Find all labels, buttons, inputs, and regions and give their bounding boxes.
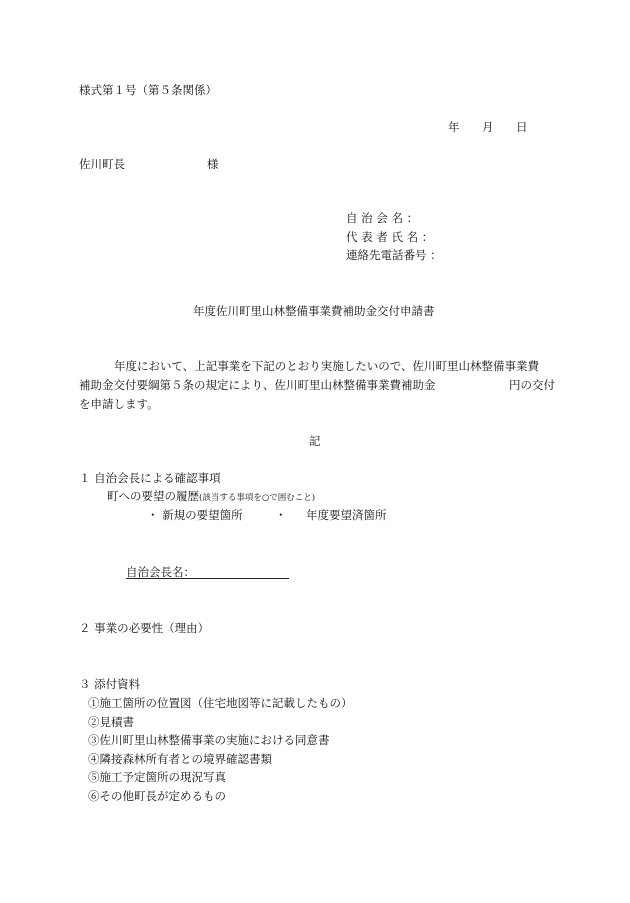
document-title: 年度佐川町里山林整備事業費補助金交付申請書 xyxy=(193,304,435,318)
section-1-heading: １ 自治会長による確認事項 xyxy=(79,471,221,485)
chief-name-underline xyxy=(126,578,289,579)
request-history-label xyxy=(107,489,315,505)
section-3-heading: ３ 添付資料 xyxy=(79,677,141,691)
attachment-item: ④隣接森林所有者との境界確認書類 xyxy=(88,752,272,766)
section-2-heading: ２ 事業の必要性（理由） xyxy=(79,621,210,635)
date-month-label: 月 xyxy=(482,120,494,134)
representative-name-label: 代 表 者 氏 名 ： xyxy=(346,230,434,244)
request-history-note: (該当する事項を○で囲むこと) xyxy=(199,493,316,503)
contact-phone-label: 連絡先電話番号 ： xyxy=(346,248,442,262)
request-history-text: 町への要望の履歴 xyxy=(107,489,199,503)
attachment-item: ②見積書 xyxy=(88,715,134,729)
body-line-2-tail: 円の交付 xyxy=(509,378,555,392)
option-bullet: ・ xyxy=(275,508,287,522)
body-line-2: 補助金交付要綱第５条の規定により、佐川町里山林整備事業費補助金 xyxy=(79,378,436,392)
option-new-request: ・ 新規の要望箇所 xyxy=(147,508,243,522)
date-year-label: 年 xyxy=(448,120,460,134)
addressee-honorific: 様 xyxy=(207,157,219,171)
addressee-name: 佐川町長 xyxy=(79,157,125,171)
attachment-item: ①施工箇所の位置図（住宅地図等に記載したもの） xyxy=(88,696,353,710)
body-line-1: 年度において、上記事業を下記のとおり実施したいので、佐川町里山林整備事業費 xyxy=(114,359,540,373)
attachment-item: ③佐川町里山林整備事業の実施における同意書 xyxy=(88,733,330,747)
attachment-item: ⑥その他町長が定めるもの xyxy=(88,789,226,803)
ki-heading: 記 xyxy=(309,434,321,448)
attachment-item: ⑤施工予定箇所の現況写真 xyxy=(88,770,226,784)
date-day-label: 日 xyxy=(516,120,528,134)
chief-name-label: 自治会長名： xyxy=(126,565,195,579)
association-name-label: 自 治 会 名 ： xyxy=(346,211,419,225)
body-line-3: を申請します。 xyxy=(79,397,159,411)
option-prior-request: 年度要望済箇所 xyxy=(306,508,387,522)
form-number: 様式第１号（第５条関係） xyxy=(79,83,217,97)
